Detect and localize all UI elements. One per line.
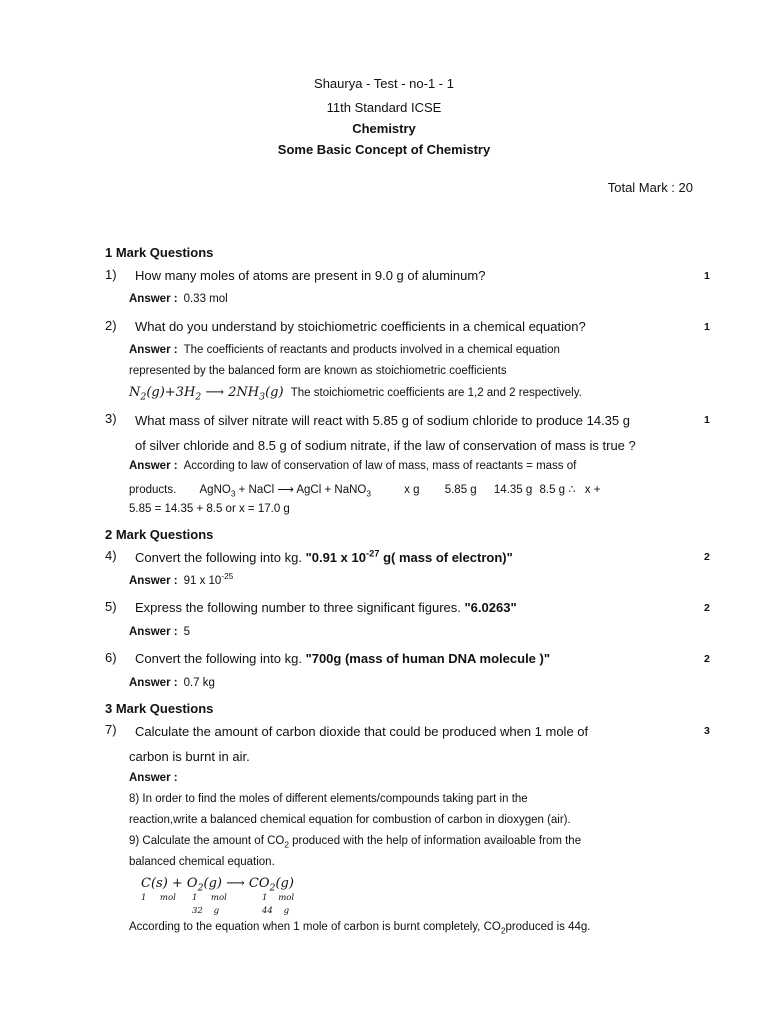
question-number: 4) bbox=[105, 548, 117, 563]
question-number: 5) bbox=[105, 599, 117, 614]
chapter-title: Some Basic Concept of Chemistry bbox=[277, 142, 491, 157]
question-text: of silver chloride and 8.5 g of sodium nitrate, if the law of conservation of mass is true ? bbox=[135, 438, 636, 453]
test-title: Shaurya - Test - no-1 - 1 bbox=[314, 76, 454, 91]
answer-text: x + bbox=[584, 484, 601, 496]
answer-text: The stoichiometric coefficients are 1,2 and 2 respectively. bbox=[290, 387, 582, 399]
answer-text: 0.7 kg bbox=[183, 677, 215, 689]
answer-label: Answer : bbox=[129, 772, 178, 784]
answer-text: represented by the balanced form are known as stoichiometric coefficients bbox=[129, 365, 507, 377]
answer-exponent: -25 bbox=[221, 572, 234, 582]
answer-text: 0.33 mol bbox=[183, 293, 228, 305]
question-mark: 3 bbox=[704, 725, 710, 737]
question-text: What mass of silver nitrate will react with 5.85 g of sodium chloride to produce 14.35 g bbox=[135, 413, 630, 428]
question-text: Convert the following into kg. bbox=[135, 651, 302, 666]
reaction-equation: AgNO$_3$ + NaCl ⟶ AgCl + NaNO$_3$ bbox=[199, 484, 371, 499]
question-mark: 2 bbox=[704, 653, 710, 665]
reaction-equation: $N_2(g)+3H_2$ ⟶ $2NH_3(g)$ bbox=[129, 385, 284, 403]
answer-text: 5.85 = 14.35 + 8.5 or x = 17.0 g bbox=[129, 503, 290, 515]
answer-label: Answer : bbox=[129, 293, 178, 305]
answer-step: 9) Calculate the amount of $CO_2$ produced with the help of information availoable from the bbox=[129, 835, 582, 850]
question-number: 7) bbox=[105, 722, 117, 737]
section-heading-2-mark: 2 Mark Questions bbox=[105, 527, 214, 542]
answer-step: 8) In order to find the moles of different elements/compounds taking part in the bbox=[129, 793, 528, 805]
answer-text: According to law of conservation of law of mass, mass of reactants = mass of bbox=[183, 460, 577, 472]
answer-text: 8.5 g bbox=[539, 484, 566, 496]
answer-label: Answer : bbox=[129, 344, 178, 356]
section-heading-3-mark: 3 Mark Questions bbox=[105, 701, 214, 716]
question-number: 3) bbox=[105, 411, 117, 426]
answer-label: Answer : bbox=[129, 626, 178, 638]
answer-text: products. bbox=[129, 484, 177, 496]
answer bbox=[129, 626, 190, 638]
answer-text: 5.85 g bbox=[444, 484, 477, 496]
subject-title: Chemistry bbox=[352, 121, 416, 136]
question-number: 6) bbox=[105, 650, 117, 665]
total-mark: Total Mark : 20 bbox=[607, 180, 693, 195]
question-text bbox=[135, 651, 550, 666]
question-number: 2) bbox=[105, 318, 117, 333]
question-quote: "0.91 x $10^{-27}$ g( mass of electron)" bbox=[305, 548, 513, 565]
equation-annotation: 1 mol bbox=[192, 893, 227, 903]
question-number: 1) bbox=[105, 267, 117, 282]
question-mark: 2 bbox=[704, 551, 710, 563]
therefore-symbol: ∴ bbox=[568, 484, 576, 496]
answer-step: reaction,write a balanced chemical equation for combustion of carbon in dioxygen (air). bbox=[129, 814, 571, 826]
answer-text: produced is 44g. bbox=[505, 921, 591, 933]
question-mark: 1 bbox=[704, 270, 710, 282]
equation-annotation: 1 mol bbox=[141, 893, 176, 903]
question-mark: 1 bbox=[704, 414, 710, 426]
question-text: How many moles of atoms are present in 9.0 g of aluminum? bbox=[135, 268, 486, 283]
answer-text: 5 bbox=[183, 626, 190, 638]
answer-text: x g bbox=[404, 484, 420, 496]
combustion-equation: $C(s) + O_2(g)$ ⟶ $CO_2(g)$ bbox=[141, 876, 294, 894]
question-text bbox=[135, 550, 513, 565]
question-text: Convert the following into kg. bbox=[135, 550, 302, 565]
question-quote: "6.0263" bbox=[464, 600, 517, 615]
standard-label: 11th Standard ICSE bbox=[326, 100, 442, 115]
answer-equation-line bbox=[129, 385, 582, 403]
question-quote: "700g (mass of human DNA molecule )" bbox=[305, 651, 551, 666]
question-mark: 2 bbox=[704, 602, 710, 614]
answer-text: 91 x 10 bbox=[183, 575, 222, 587]
answer-label: Answer : bbox=[129, 575, 178, 587]
answer bbox=[129, 677, 215, 689]
answer bbox=[129, 572, 234, 587]
answer bbox=[129, 344, 560, 356]
question-text bbox=[135, 600, 517, 615]
answer-step: balanced chemical equation. bbox=[129, 856, 275, 868]
question-text: Calculate the amount of carbon dioxide that could be produced when 1 mole of bbox=[135, 724, 589, 739]
answer-label: Answer : bbox=[129, 460, 178, 472]
equation-annotation: 1 mol bbox=[262, 893, 295, 903]
answer-text: According to the equation when 1 mole of carbon is burnt completely, CO bbox=[129, 921, 501, 933]
equation-annotation: 44 g bbox=[262, 906, 290, 916]
answer-text bbox=[129, 482, 601, 499]
section-heading-1-mark: 1 Mark Questions bbox=[105, 245, 214, 260]
answer-label: Answer : bbox=[129, 677, 178, 689]
answer-text: The coefficients of reactants and products involved in a chemical equation bbox=[183, 344, 560, 356]
answer bbox=[129, 293, 228, 305]
question-text: What do you understand by stoichiometric coefficients in a chemical equation? bbox=[135, 319, 586, 334]
answer-conclusion: According to the equation when 1 mole of carbon is burnt completely, $CO_2produced$ is 44g. bbox=[129, 921, 591, 936]
question-text: carbon is burnt in air. bbox=[129, 749, 250, 764]
question-mark: 1 bbox=[704, 321, 710, 333]
equation-annotation: 32 g bbox=[192, 906, 220, 916]
answer bbox=[129, 772, 184, 784]
answer-text: 14.35 g bbox=[493, 484, 533, 496]
answer bbox=[129, 460, 576, 472]
question-text: Express the following number to three significant figures. bbox=[135, 600, 461, 615]
